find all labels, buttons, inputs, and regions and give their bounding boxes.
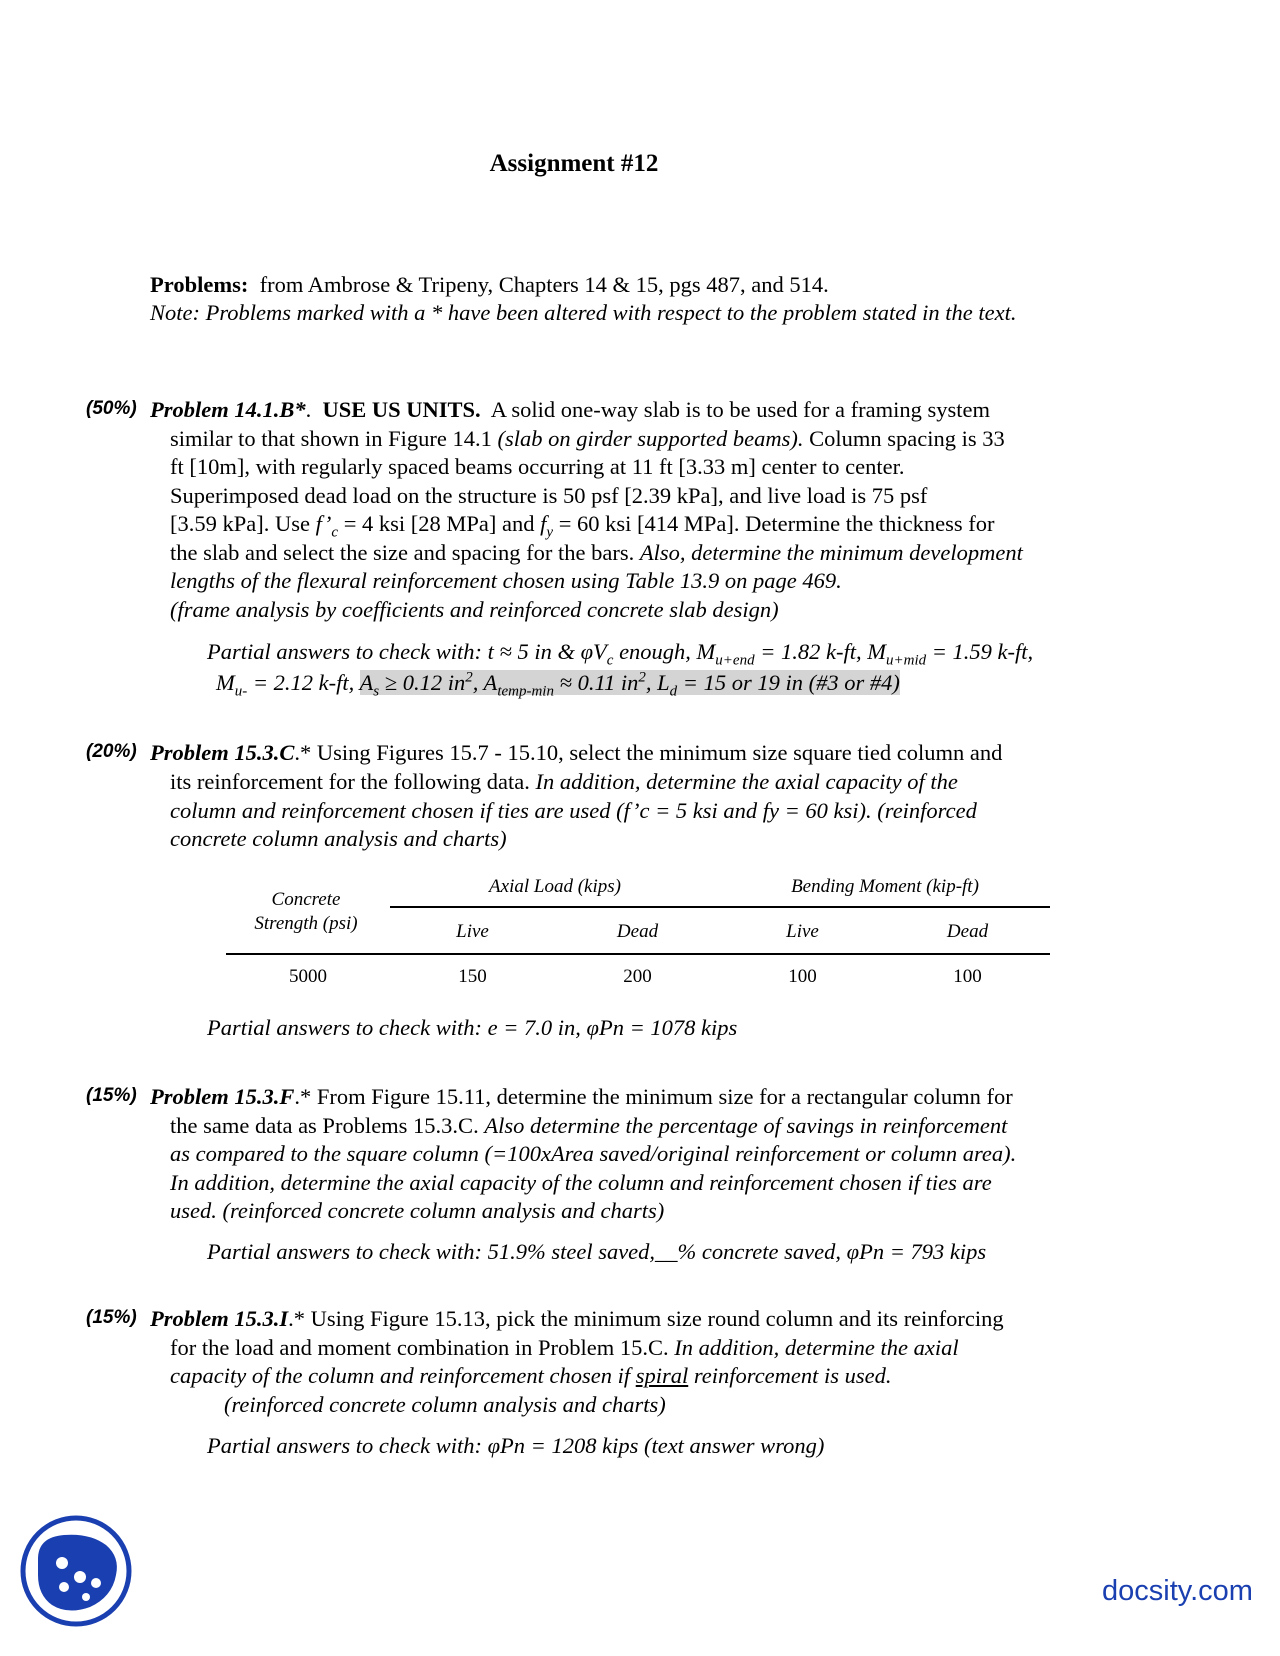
p3-line4: In addition, determine the axial capacity of the column and reinforcement chosen if ties are	[170, 1170, 992, 1195]
p2-line2b: In addition, determine the axial capacity of the	[535, 769, 958, 794]
p4-line3	[170, 1361, 892, 1390]
p3-name: Problem 15.3.F	[150, 1084, 295, 1109]
header-rule	[390, 906, 1050, 908]
body-rule	[226, 953, 1050, 955]
group-header-axial: Axial Load (kips)	[489, 876, 621, 897]
p2-line1-text: .* Using Figures 15.7 - 15.10, select the minimum size square tied column and	[294, 740, 1003, 765]
p1-answer1d: = 1.59 k-ft,	[926, 639, 1034, 664]
p1-answer1b: enough, M	[613, 639, 716, 664]
p1-line5c: = 60 ksi [414 MPa]. Determine the thickness for	[553, 511, 995, 536]
p4-line1	[150, 1304, 1004, 1333]
p2-line1	[150, 738, 1002, 767]
p1-units: USE US UNITS.	[322, 397, 481, 422]
p2-line2	[170, 767, 958, 796]
p1-answer2c: A	[359, 670, 374, 695]
row-header-line1: Concrete	[271, 889, 341, 910]
p1-name: Problem 14.1.B*	[150, 397, 306, 422]
p4-line1-text: .* Using Figure 15.13, pick the minimum size round column and its reinforcing	[288, 1306, 1004, 1331]
p1-line6b: Also, determine the minimum development	[639, 540, 1023, 565]
highlighted-answer: $A_s \ge 0.12$ $in^2$, $A_{temp-min} \approx 0.11$ $in^2$, $L_d = 15$ or 19 in (#3 or #4)	[359, 669, 900, 700]
p2-line2a: its reinforcement for the following data.	[170, 769, 536, 794]
p3-line2b: Also determine the percentage of savings in reinforcement	[484, 1113, 1008, 1138]
cell-moment-dead: 100	[953, 966, 982, 987]
p1-weight: (50%)	[86, 398, 137, 419]
p3-line2a: the same data as Problems 15.3.C.	[170, 1113, 485, 1138]
p1-answer2: $M_{u-} = 2.12$ k-ft, $A_s \ge 0.12$ $in^2$, $A_{temp-min} \approx 0.11$ $in^2$, $L_d = 15$ or 19 in (#3 or #4)	[216, 669, 900, 700]
row-header-line2: Strength (psi)	[254, 913, 358, 934]
p4-line3b: spiral	[635, 1363, 689, 1388]
p1-answer2a: M	[216, 670, 235, 695]
p1-answer1: Partial answers to check with: t ≈ 5 in & $\varphi V_c$ enough, $M_{u+end} = 1.82$ k-ft, $M_{u+mid} = 1.59$ k-ft,	[207, 639, 1034, 669]
p3-line1	[150, 1082, 1013, 1111]
p1-answer2e: , A	[472, 670, 498, 695]
p1-line1: Problem 14.1.B*. USE US UNITS. A solid one-way slab is to be used for a framing system	[150, 397, 990, 422]
p3-answer: Partial answers to check with: 51.9% steel saved,__% concrete saved, φPn = 793 kips	[207, 1239, 987, 1264]
p1-line2	[170, 424, 1005, 453]
p1-answer1a: Partial answers to check with: t ≈ 5 in & φV	[207, 639, 607, 664]
docsity-logo-icon[interactable]	[20, 1515, 132, 1627]
p4-name: Problem 15.3.I	[150, 1306, 289, 1331]
problems-text: from Ambrose & Tripeny, Chapters 14 & 15, pgs 487, and 514.	[259, 272, 829, 297]
p3-line2	[170, 1111, 1007, 1140]
docsity-brand-link[interactable]: docsity.com	[1102, 1575, 1253, 1607]
p1-answer1c: = 1.82 k-ft, M	[754, 639, 886, 664]
p1-line6	[170, 538, 1023, 567]
sub-header-dead-axial: Dead	[616, 921, 659, 942]
p1-line5a: [3.59 kPa]. Use	[170, 511, 316, 536]
sub-header-live-moment: Live	[786, 921, 819, 942]
p3-line5: used. (reinforced concrete column analysis and charts)	[170, 1198, 665, 1223]
p4-line2b: In addition, determine the axial	[674, 1335, 959, 1360]
group-header-moment: Bending Moment (kip-ft)	[791, 876, 979, 897]
p1-line2b: (slab on girder supported beams).	[497, 426, 804, 451]
p1-line2c: Column spacing is 33	[803, 426, 1005, 451]
p4-line2	[170, 1333, 959, 1362]
p2-line4: concrete column analysis and charts)	[170, 826, 507, 851]
p1-line7: lengths of the flexural reinforcement chosen using Table 13.9 on page 469.	[170, 568, 842, 593]
p2-answer: Partial answers to check with: e = 7.0 in, φPn = 1078 kips	[207, 1015, 738, 1040]
p1-line5	[170, 509, 995, 541]
sub-header-dead-moment: Dead	[946, 921, 989, 942]
p1-line5b: = 4 ksi [28 MPa] and	[338, 511, 541, 536]
fy-symbol: $f_y$	[540, 511, 554, 541]
p1-answer2f: ≈ 0.11 in	[553, 670, 639, 695]
cell-strength: 5000	[289, 966, 327, 987]
p1-line3: ft [10m], with regularly spaced beams occurring at 11 ft [3.33 m] center to center.	[170, 454, 905, 479]
p1-answer2h: = 15 or 19 in (#3 or #4)	[677, 670, 900, 695]
p3-weight: (15%)	[86, 1085, 137, 1106]
p2-name: Problem 15.3.C	[150, 740, 295, 765]
sub-header-live-axial: Live	[456, 921, 489, 942]
problems-intro	[150, 270, 829, 299]
p1-line4: Superimposed dead load on the structure is 50 psf [2.39 kPa], and live load is 75 psf	[170, 483, 928, 508]
p1-answer2d: ≥ 0.12 in	[379, 670, 466, 695]
cell-moment-live: 100	[788, 966, 817, 987]
p2-line3: column and reinforcement chosen if ties are used (f’c = 5 ksi and fy = 60 ksi). (reinforced	[170, 798, 977, 823]
p1-line6a: the slab and select the size and spacing for the bars.	[170, 540, 640, 565]
p1-line1-text: A solid one-way slab is to be used for a framing system	[490, 397, 990, 422]
p4-line2a: for the load and moment combination in Problem 15.C.	[170, 1335, 675, 1360]
p1-line8: (frame analysis by coefficients and reinforced concrete slab design)	[170, 597, 779, 622]
p3-line3: as compared to the square column (=100xArea saved/original reinforcement or column area).	[170, 1141, 1017, 1166]
p3-line1-text: .* From Figure 15.11, determine the minimum size for a rectangular column for	[294, 1084, 1013, 1109]
note-text: Note: Problems marked with a * have been altered with respect to the problem stated in the text.	[150, 300, 1017, 325]
p4-line3c: reinforcement is used.	[688, 1363, 892, 1388]
cell-axial-live: 150	[458, 966, 487, 987]
cell-axial-dead: 200	[623, 966, 652, 987]
p1-answer2b: = 2.12 k-ft,	[247, 670, 360, 695]
p2-weight: (20%)	[86, 741, 137, 762]
p1-line2a: similar to that shown in Figure 14.1	[170, 426, 498, 451]
page-title: Assignment #12	[489, 150, 659, 177]
p4-line3a: capacity of the column and reinforcement chosen if	[170, 1363, 636, 1388]
row-header	[226, 888, 386, 936]
p4-line4: (reinforced concrete column analysis and charts)	[224, 1392, 666, 1417]
p4-answer: Partial answers to check with: φPn = 1208 kips (text answer wrong)	[207, 1433, 825, 1458]
problems-label: Problems:	[150, 272, 249, 297]
p4-weight: (15%)	[86, 1307, 137, 1328]
fc-symbol: $f’_c$	[315, 511, 339, 541]
p1-answer2g: , L	[645, 670, 670, 695]
